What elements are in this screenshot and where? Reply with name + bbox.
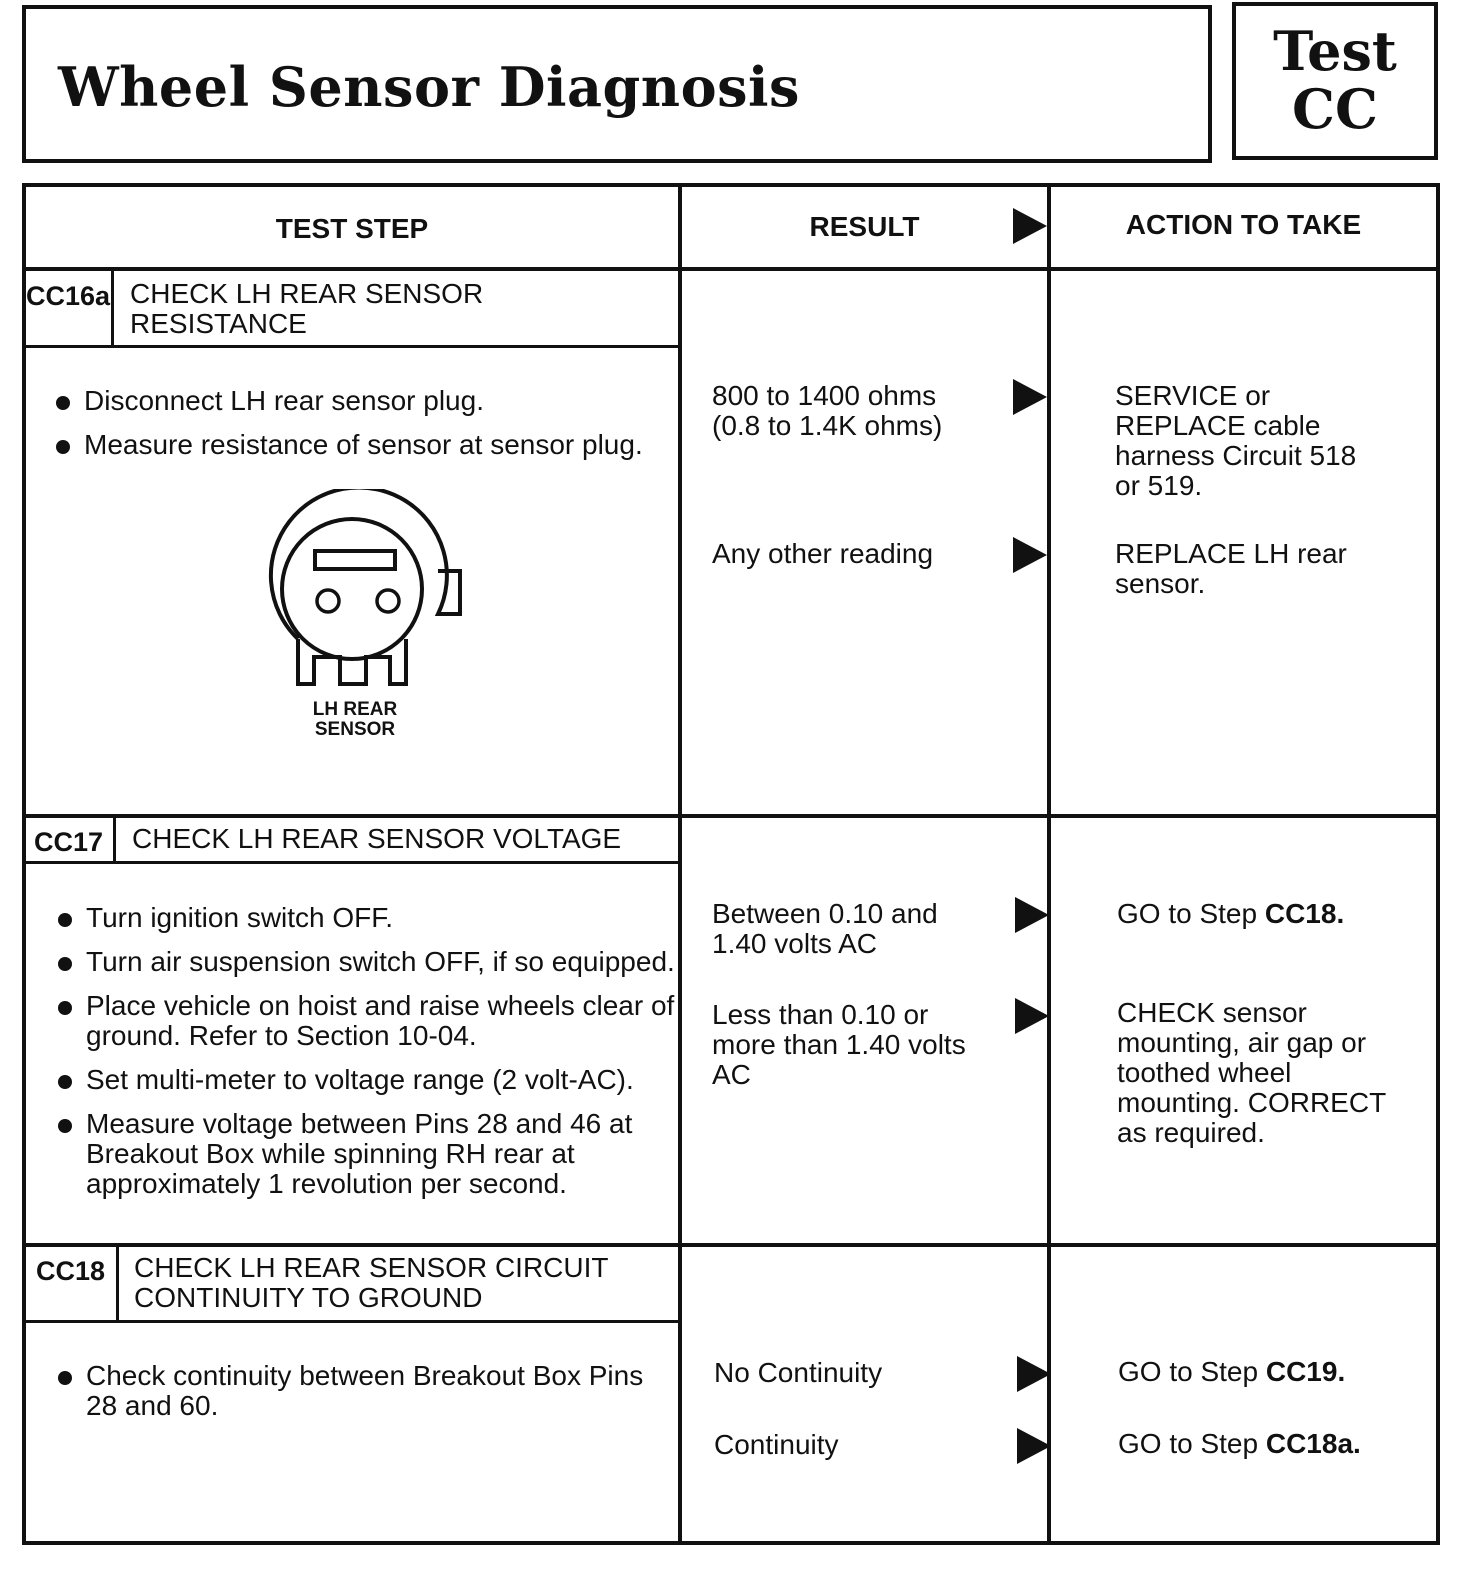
- column-divider-action: [1047, 183, 1051, 1545]
- result-arrow-icon: [1013, 379, 1047, 415]
- instruction-item: Measure voltage between Pins 28 and 46 at Breakout Box while spinning RH rear at approximately 1 revolution per second.: [56, 1109, 676, 1199]
- action-text: REPLACE LH rear sensor.: [1115, 538, 1347, 599]
- step-cc16a-header-bottom: [22, 345, 680, 348]
- step-cc17-id-divider: [113, 816, 116, 863]
- step-title-line: CHECK LH REAR SENSOR VOLTAGE: [132, 823, 622, 854]
- result-text: Any other reading: [712, 538, 934, 569]
- row-divider-cc17: [22, 814, 1440, 818]
- test-label-line-1: Test: [1273, 19, 1397, 83]
- result-text: Less than 0.10 or more than 1.40 volts AC: [712, 999, 966, 1090]
- step-title-line: CHECK LH REAR SENSOR: [130, 278, 484, 309]
- test-label-box: [1232, 2, 1438, 160]
- step-id: CC18: [36, 1256, 106, 1286]
- row-divider-cc18: [22, 1243, 1440, 1247]
- figure-caption: [272, 700, 438, 740]
- header-divider: [22, 267, 1440, 271]
- step-instructions: [54, 386, 674, 474]
- result-arrow-icon: [1013, 537, 1047, 573]
- page-title: Wheel Sensor Diagnosis: [58, 55, 800, 119]
- result-arrow-icon: [1015, 897, 1049, 933]
- step-id: CC16a: [26, 281, 111, 311]
- result-text: Between 0.10 and 1.40 volts AC: [712, 898, 938, 959]
- instruction-item: Measure resistance of sensor at sensor plug.: [54, 430, 674, 460]
- step-title-line: CHECK LH REAR SENSOR CIRCUIT: [134, 1252, 609, 1283]
- table-border-bottom: [22, 1541, 1440, 1545]
- figure-caption-line: LH REAR: [312, 699, 398, 720]
- header-action: ACTION TO TAKE: [1125, 209, 1362, 240]
- header-result: RESULT: [809, 211, 920, 242]
- instruction-item: Set multi-meter to voltage range (2 volt-AC).: [56, 1065, 676, 1095]
- test-label-line-2: CC: [1292, 77, 1378, 141]
- step-cc16a-id-divider: [111, 269, 114, 347]
- table-border-left: [22, 183, 26, 1545]
- diagnosis-table: [22, 183, 1440, 1545]
- action-text: SERVICE or REPLACE cable harness Circuit 518 or 519.: [1115, 380, 1357, 501]
- step-title-line: CONTINUITY TO GROUND: [134, 1282, 483, 1313]
- action-text: GO to Step CC18.: [1117, 898, 1345, 929]
- column-divider-result: [678, 183, 682, 1545]
- action-text: GO to Step CC19.: [1118, 1356, 1346, 1387]
- instruction-item: Check continuity between Breakout Box Pins 28 and 60.: [56, 1361, 656, 1421]
- result-text: 800 to 1400 ohms (0.8 to 1.4K ohms): [712, 380, 943, 441]
- header-test-step: TEST STEP: [275, 213, 429, 244]
- step-instructions: [56, 903, 676, 1213]
- instruction-item: Turn air suspension switch OFF, if so equipped.: [56, 947, 676, 977]
- table-border-right: [1436, 183, 1440, 1545]
- figure-caption-line: SENSOR: [314, 719, 396, 740]
- step-cc18-header-bottom: [22, 1320, 680, 1323]
- result-arrow-icon: [1017, 1356, 1051, 1392]
- title-box: [22, 5, 1212, 163]
- step-title-line: RESISTANCE: [130, 308, 307, 339]
- result-arrow-icon: [1013, 208, 1047, 244]
- result-arrow-icon: [1015, 998, 1049, 1034]
- result-arrow-icon: [1017, 1428, 1051, 1464]
- instruction-item: Place vehicle on hoist and raise wheels clear of ground. Refer to Section 10-04.: [56, 991, 676, 1051]
- table-border-top: [22, 183, 1440, 187]
- step-cc17-header-bottom: [22, 861, 680, 864]
- step-cc18-id-divider: [116, 1245, 119, 1322]
- step-title: [132, 824, 621, 854]
- step-id: CC17: [34, 827, 104, 857]
- action-text: GO to Step CC18a.: [1118, 1428, 1361, 1459]
- step-title: [134, 1253, 609, 1313]
- sensor-connector-diagram: [260, 489, 466, 701]
- step-title: [130, 279, 483, 339]
- step-instructions: [56, 1361, 656, 1435]
- result-text: Continuity: [714, 1429, 839, 1460]
- instruction-item: Turn ignition switch OFF.: [56, 903, 676, 933]
- action-text: CHECK sensor mounting, air gap or toothed wheel mounting. CORRECT as required.: [1117, 997, 1387, 1148]
- instruction-item: Disconnect LH rear sensor plug.: [54, 386, 674, 416]
- result-text: No Continuity: [714, 1357, 883, 1388]
